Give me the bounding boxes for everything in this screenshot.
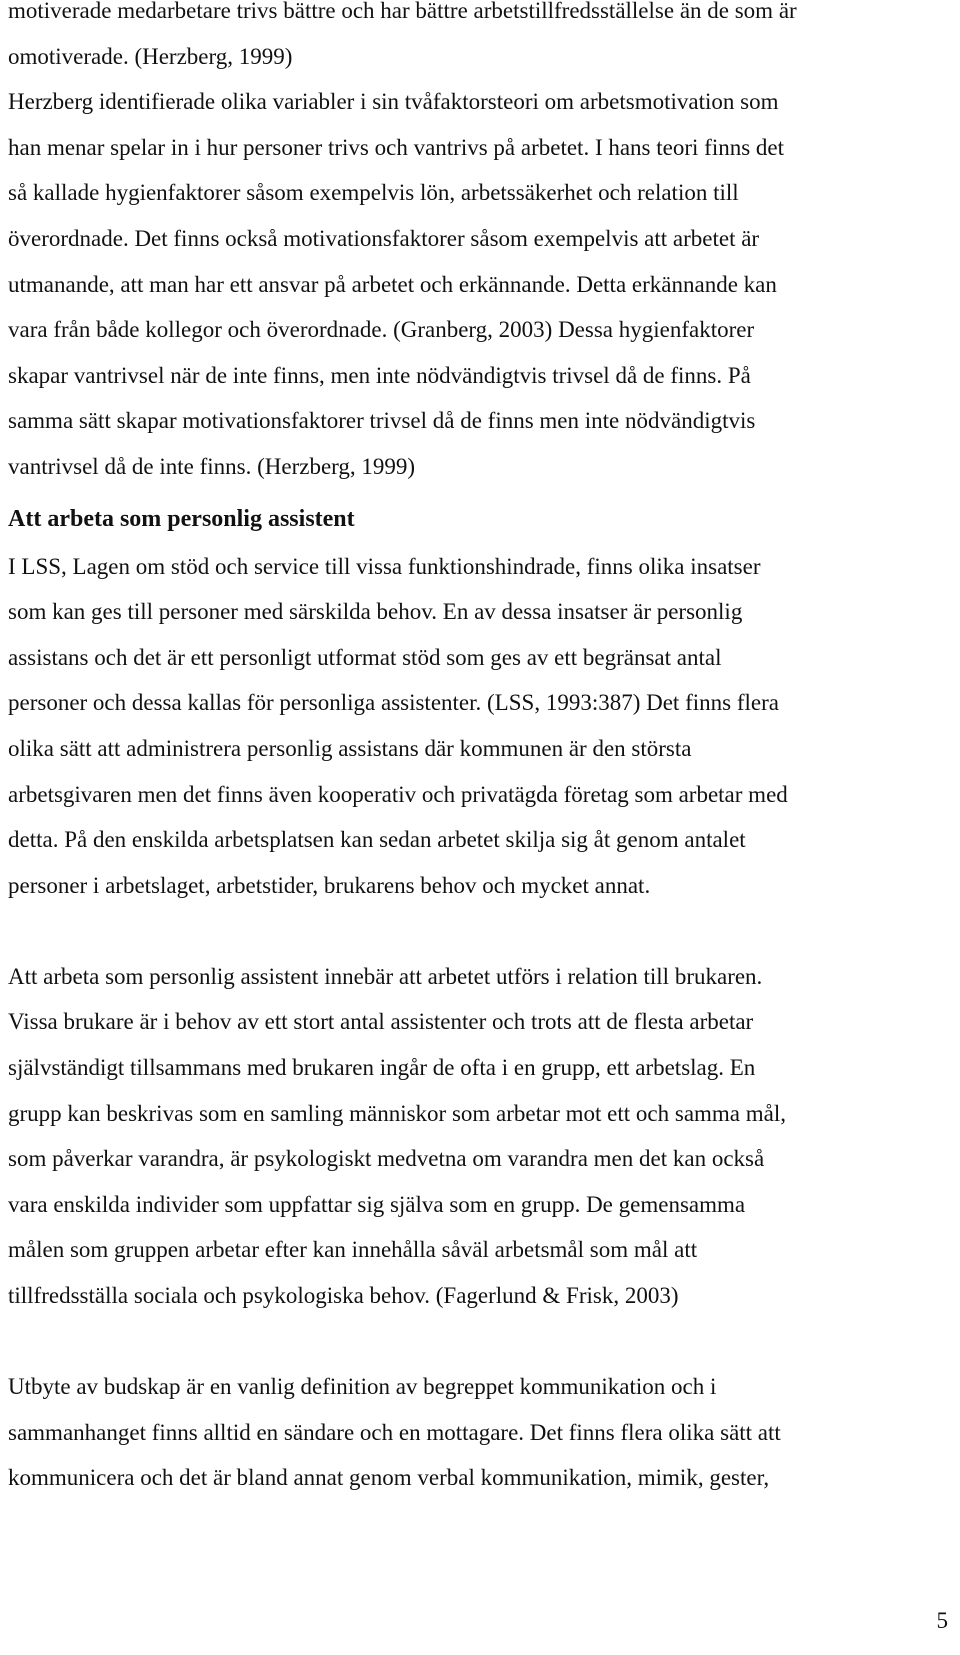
text-line: som påverkar varandra, är psykologiskt medvetna om varandra men det kan också (8, 1146, 765, 1172)
text-line: han menar spelar in i hur personer trivs och vantrivs på arbetet. I hans teori finns det (8, 134, 785, 160)
paragraph-spacer (8, 908, 928, 954)
paragraph-herzberg (8, 0, 928, 490)
paragraph-kommunikation (8, 1364, 928, 1501)
text-line: Vissa brukare är i behov av ett stort antal assistenter och trots att de flesta arbetar (8, 1009, 754, 1035)
text-line: motiverade medarbetare trivs bättre och har bättre arbetstillfredsställelse än de som är (8, 0, 797, 23)
text-line: Att arbeta som personlig assistent innebär att arbetet utförs i relation till brukaren. (8, 963, 763, 989)
page-number: 5 (936, 1608, 948, 1633)
text-line: kommunicera och det är bland annat genom verbal kommunikation, mimik, gester, (8, 1465, 770, 1491)
text-line: personer i arbetslaget, arbetstider, brukarens behov och mycket annat. (8, 872, 651, 898)
text-line: vara enskilda individer som uppfattar sig själva som en grupp. De gemensamma (8, 1191, 746, 1217)
text-line: Herzberg identifierade olika variabler i sin tvåfaktorsteori om arbetsmotivation som (8, 89, 779, 115)
text-line: arbetsgivaren men det finns även kooperativ och privatägda företag som arbetar med (8, 781, 788, 807)
text-line: grupp kan beskrivas som en samling människor som arbetar mot ett och samma mål, (8, 1100, 787, 1126)
text-line: detta. På den enskilda arbetsplatsen kan sedan arbetet skilja sig åt genom antalet (8, 827, 746, 853)
text-line: som kan ges till personer med särskilda behov. En av dessa insatser är personlig (8, 599, 743, 625)
paragraph-arbetslag (8, 954, 928, 1319)
text-line: assistans och det är ett personligt utformat stöd som ges av ett begränsat antal (8, 644, 722, 670)
text-line: sammanhanget finns alltid en sändare och en mottagare. Det finns flera olika sätt att (8, 1419, 781, 1445)
section-heading: Att arbeta som personlig assistent (8, 505, 355, 532)
text-line: målen som gruppen arbetar efter kan innehålla såväl arbetsmål som mål att (8, 1237, 698, 1263)
text-line: vara från både kollegor och överordnade. (Granberg, 2003) Dessa hygienfaktorer (8, 317, 755, 343)
text-line: personer och dessa kallas för personliga assistenter. (LSS, 1993:387) Det finns flera (8, 690, 779, 716)
text-line: I LSS, Lagen om stöd och service till vissa funktionshindrade, finns olika insatser (8, 553, 761, 579)
text-line: olika sätt att administrera personlig assistans där kommunen är den största (8, 735, 692, 761)
text-line: omotiverade. (Herzberg, 1999) (8, 43, 293, 69)
paragraph-spacer (8, 1319, 928, 1365)
text-line: skapar vantrivsel när de inte finns, men inte nödvändigtvis trivsel då de finns. På (8, 362, 751, 388)
text-line: tillfredsställa sociala och psykologiska behov. (Fagerlund & Frisk, 2003) (8, 1283, 679, 1309)
text-line: vantrivsel då de inte finns. (Herzberg, 1999) (8, 453, 416, 479)
text-line: samma sätt skapar motivationsfaktorer trivsel då de finns men inte nödvändigtvis (8, 408, 756, 434)
text-line: överordnade. Det finns också motivationsfaktorer såsom exempelvis att arbetet är (8, 225, 760, 251)
text-line: Utbyte av budskap är en vanlig definition av begreppet kommunikation och i (8, 1374, 717, 1400)
text-line: utmanande, att man har ett ansvar på arbetet och erkännande. Detta erkännande kan (8, 271, 777, 297)
text-line: så kallade hygienfaktorer såsom exempelvis lön, arbetssäkerhet och relation till (8, 180, 739, 206)
paragraph-lss (8, 544, 928, 909)
text-line: självständigt tillsammans med brukaren ingår de ofta i en grupp, ett arbetslag. En (8, 1055, 756, 1081)
document-page (8, 0, 928, 1501)
